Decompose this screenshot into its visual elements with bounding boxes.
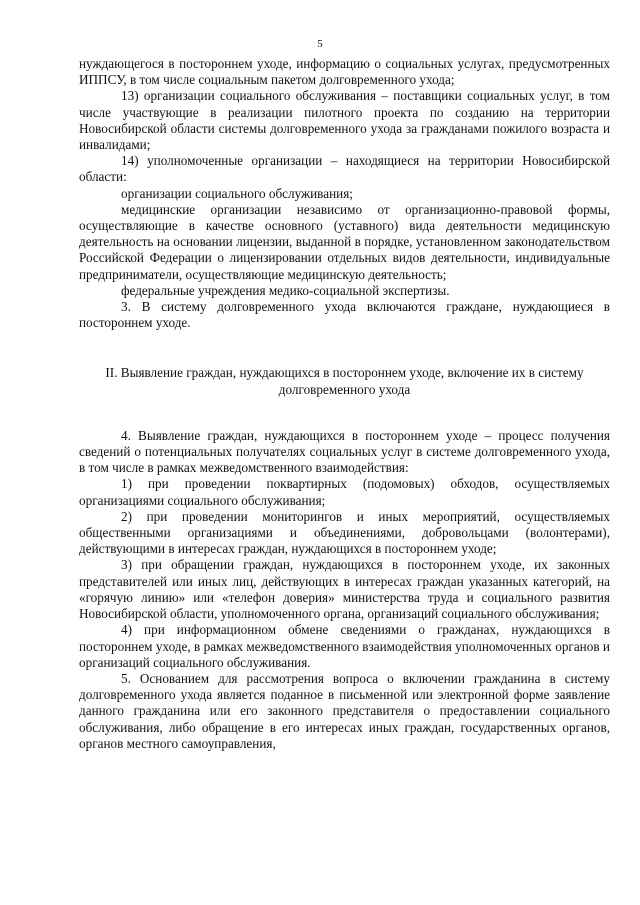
paragraph: 5. Основанием для рассмотрения вопроса о включении гражданина в систему долговременного ухода является поданное в письменной или электронной форме заявление данного гражданина или его законного представителя о предоставлении социального обслуживания, либо обращение в его интересах иных граждан, государственных органов, органов местного самоуправления,: [79, 670, 610, 751]
paragraph: медицинские организации независимо от организационно-правовой формы, осуществляющие в качестве основного (уставного) вида деятельности медицинскую деятельность на основании лицензии, выданной в порядке, установленном законодательством Российской Федерации о лицензировании отдельных видов деятельности, индивидуальные предприниматели, осуществляющие медицинскую деятельность;: [79, 201, 610, 282]
page-number: 5: [317, 38, 323, 50]
paragraph: 13) организации социального обслуживания – поставщики социальных услуг, в том числе участвующие в реализации пилотного проекта по созданию на территории Новосибирской области системы долговременного ухода за гражданами пожилого возраста и инвалидами;: [79, 88, 610, 153]
paragraph: федеральные учреждения медико-социальной экспертизы.: [121, 282, 450, 298]
paragraph: нуждающегося в постороннем уходе, информацию о социальных услугах, предусмотренных ИППСУ, в том числе социальным пакетом долговременного ухода;: [79, 56, 610, 88]
section-heading: II. Выявление граждан, нуждающихся в постороннем уходе, включение их в систему долговременного ухода: [105, 365, 584, 397]
paragraph: 4. Выявление граждан, нуждающихся в постороннем уходе – процесс получения сведений о потенциальных получателях социальных услуг в системе долговременного ухода, в том числе в рамках межведомственного взаимодействия:: [79, 427, 610, 476]
paragraph: 2) при проведении мониторингов и иных мероприятий, осуществляемых общественными организациями и объединениями, добровольцами (волонтерами), действующими в интересах граждан, нуждающихся в постороннем уходе;: [79, 508, 610, 557]
paragraph: организации социального обслуживания;: [121, 185, 353, 201]
document-body: [79, 56, 610, 752]
paragraph: 14) уполномоченные организации – находящиеся на территории Новосибирской области:: [79, 153, 610, 185]
paragraphs-after-heading: [79, 428, 610, 752]
paragraph: 3. В систему долговременного ухода включаются граждане, нуждающиеся в постороннем уходе.: [79, 299, 610, 331]
paragraphs-before-heading: [79, 56, 610, 331]
paragraph: 4) при информационном обмене сведениями о гражданах, нуждающихся в постороннем уходе, в рамках межведомственного взаимодействия уполномоченных органов и организаций социального обслуживания.: [79, 622, 610, 670]
paragraph: 1) при проведении поквартирных (подомовых) обходов, осуществляемых организациями социального обслуживания;: [79, 476, 610, 508]
paragraph: 3) при обращении граждан, нуждающихся в постороннем уходе, их законных представителей или иных лиц, действующих в интересах граждан указанных категорий, на «горячую линию» или «телефон доверия» министерства труда и социального развития Новосибирской области, уполномоченного органа, организаций социального обслуживания;: [79, 557, 610, 622]
